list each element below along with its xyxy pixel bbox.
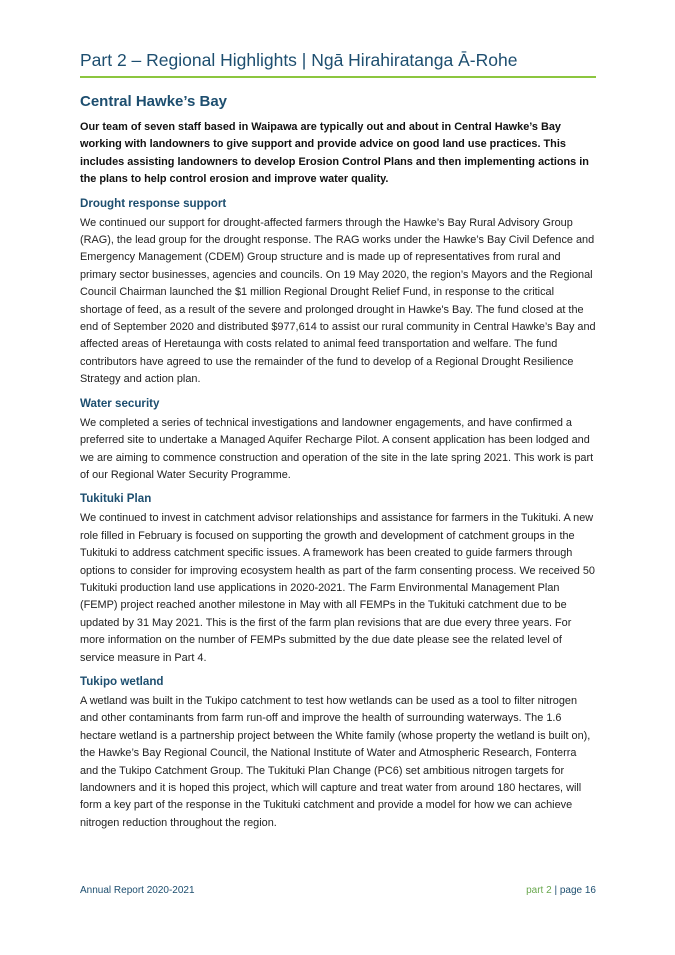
subsection-heading-tukituki-plan: Tukituki Plan <box>80 492 152 506</box>
subsection-body-tukituki-plan: We continued to invest in catchment advisor relationships and assistance for farmers in the Tukituki. A new role filled in February is focused on supporting the growth and development of catchment groups in the Tukituki to address catchment specific issues. A framework has been created to guide farmers through options to consider for improving ecosystem health as part of the farm consenting process. We received 50 Tukituki production land use applications in 2020-2021. The Farm Environmental Management Plan (FEMP) project reached another milestone in May with all FEMPs in the Tukituki catchment due to be updated by 31 May 2021. This is the first of the farm plan revisions that are due every three years. For more information on the number of FEMPs submitted by the due date please see the related level of service measure in Part 4. <box>80 512 595 664</box>
subsection-body-drought: We continued our support for drought-affected farmers through the Hawke’s Bay Rural Advisory Group (RAG), the lead group for the drought response. The RAG works under the Hawke’s Bay Civil Defence and Emergency Management (CDEM) Group structure and is made up of representatives from rural and primary sector businesses, agencies and councils. On 19 May 2020, the region’s Mayors and the Regional Council Chairman launched the $1 million Regional Drought Relief Fund, in response to the critical shortage of feed, as a result of the severe and prolonged drought in Hawke's Bay. The fund closed at the end of September 2020 and distributed $977,614 to assist our rural community in Central Hawke’s Bay and affected areas of Heretaunga with costs related to animal feed transportation and welfare. The fund contributors have agreed to use the remainder of the fund to develop of a Regional Drought Resilience Strategy and action plan. <box>80 216 596 386</box>
page-title: Part 2 – Regional Highlights | Ngā Hirahiratanga Ā-Rohe <box>80 50 518 70</box>
page-header <box>80 50 596 78</box>
subsection-body-water-security: We completed a series of technical investigations and landowner engagements, and have confirmed a preferred site to undertake a Managed Aquifer Recharge Pilot. A consent application has been lodged and we are aiming to commence construction and operation of the site in the late spring 2021. This work is part of our Regional Water Security Programme. <box>80 416 594 481</box>
subsection-body-tukipo-wetland: A wetland was built in the Tukipo catchment to test how wetlands can be used as a tool to filter nitrogen and other contaminants from farm run-off and improve the health of surrounding waterways. The 1.6 hectare wetland is a partnership project between the White family (whose property the wetland is built on), the Hawke’s Bay Regional Council, the National Institute of Water and Atmospheric Research, Fonterra and the Tukipo Catchment Group. The Tukituki Plan Change (PC6) set ambitious nitrogen targets for landowners and it is hoped this project, which will capture and treat water from around 180 hectares, will form a key part of the response in the Tukituki catchment and provide a model for how we can achieve nitrogen reduction throughout the region. <box>80 694 591 829</box>
footer-report-title: Annual Report 2020-2021 <box>80 885 195 896</box>
subsection-heading-drought: Drought response support <box>80 196 227 210</box>
page-footer <box>80 885 596 896</box>
main-content <box>80 93 596 840</box>
subsection-heading-tukipo-wetland: Tukipo wetland <box>80 674 164 688</box>
footer-part: part 2 <box>526 885 552 896</box>
footer-page-info <box>526 885 596 896</box>
section-title: Central Hawke’s Bay <box>80 93 228 110</box>
section-lead: Our team of seven staff based in Waipawa are typically out and about in Central Hawke’s Bay working with landowners to give support and provide advice on good land use practices. This includes assisting landowners to develop Erosion Control Plans and then implementing actions in the plans to help control erosion and improve water quality. <box>80 121 589 186</box>
footer-separator: | <box>554 885 558 896</box>
subsection-heading-water-security: Water security <box>80 396 160 410</box>
footer-page-number: page 16 <box>559 885 596 896</box>
